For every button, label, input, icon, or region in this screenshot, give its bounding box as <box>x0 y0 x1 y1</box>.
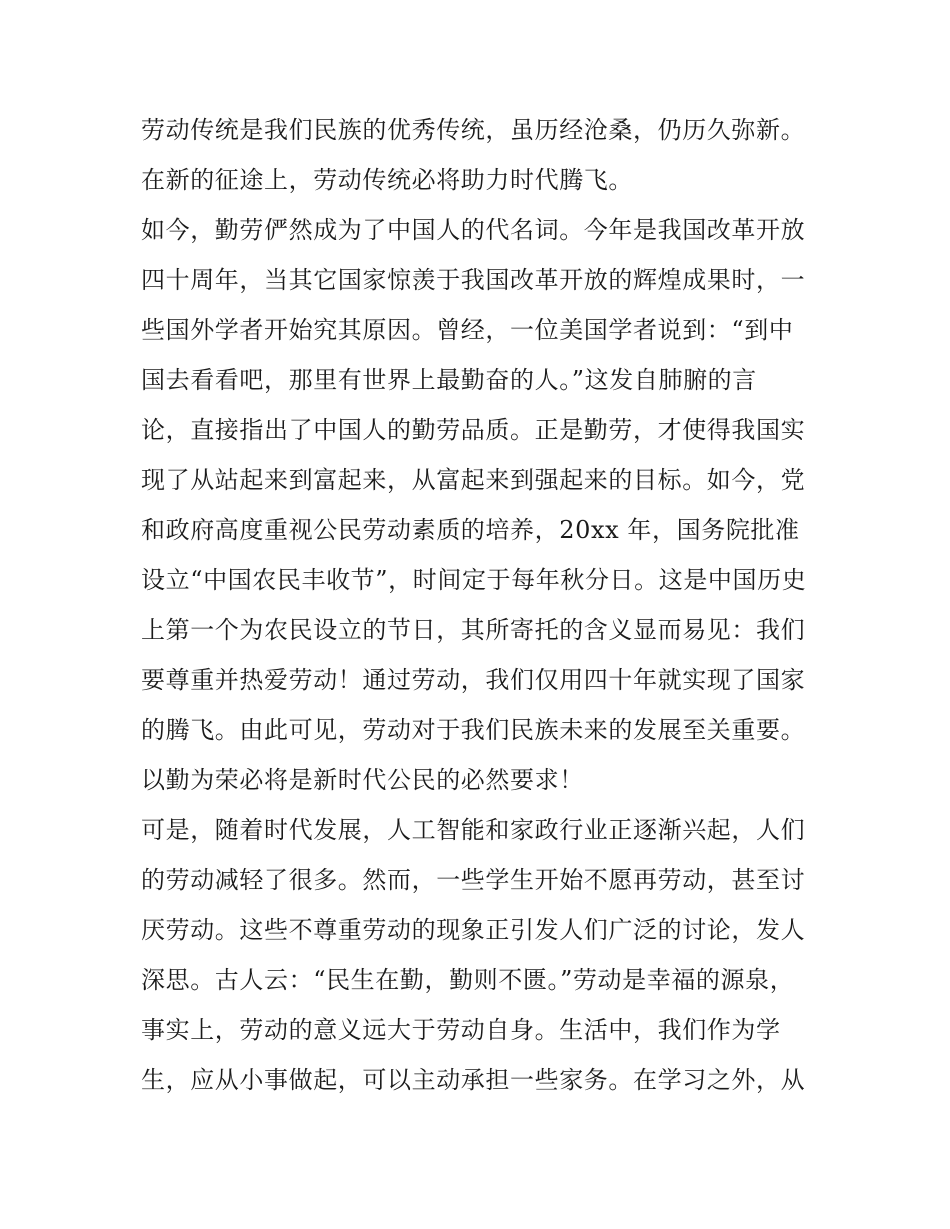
text-line: 和政府高度重视公民劳动素质的培养，20xx 年，国务院批准 <box>141 516 800 544</box>
text-line: 上第一个为农民设立的节日，其所寄托的含义显而易见：我们 <box>141 616 806 644</box>
text-line: 生，应从小事做起，可以主动承担一些家务。在学习之外，从 <box>141 1066 806 1094</box>
text-line: 些国外学者开始究其原因。曾经，一位美国学者说到：“到中 <box>141 316 794 344</box>
text-line: 深思。古人云：“民生在勤，勤则不匮。”劳动是幸福的源泉， <box>141 966 795 994</box>
text-line: 在新的征途上，劳动传统必将助力时代腾飞。 <box>141 166 633 194</box>
text-line: 以勤为荣必将是新时代公民的必然要求！ <box>141 766 584 794</box>
text-line: 设立“中国农民丰收节”，时间定于每年秋分日。这是中国历史 <box>141 566 807 594</box>
text-line: 可是，随着时代发展，人工智能和家政行业正逐渐兴起，人们 <box>141 816 806 844</box>
text-line: 四十周年，当其它国家惊羡于我国改革开放的辉煌成果时，一 <box>141 266 806 294</box>
text-line: 现了从站起来到富起来，从富起来到强起来的目标。如今，党 <box>141 466 806 494</box>
text-line: 要尊重并热爱劳动！通过劳动，我们仅用四十年就实现了国家 <box>141 666 806 694</box>
text-line: 劳动传统是我们民族的优秀传统，虽历经沧桑，仍历久弥新。 <box>141 116 806 144</box>
text-line: 的腾飞。由此可见，劳动对于我们民族未来的发展至关重要。 <box>141 716 806 744</box>
text-line: 的劳动减轻了很多。然而，一些学生开始不愿再劳动，甚至讨 <box>141 866 806 894</box>
essay-body <box>141 105 821 1105</box>
text-line: 论，直接指出了中国人的勤劳品质。正是勤劳，才使得我国实 <box>141 416 806 444</box>
text-line: 厌劳动。这些不尊重劳动的现象正引发人们广泛的讨论，发人 <box>141 916 806 944</box>
text-line: 国去看看吧，那里有世界上最勤奋的人。”这发自肺腑的言 <box>141 366 757 394</box>
text-line: 如今，勤劳俨然成为了中国人的代名词。今年是我国改革开放 <box>141 216 806 244</box>
text-line: 事实上，劳动的意义远大于劳动自身。生活中，我们作为学 <box>141 1016 781 1044</box>
